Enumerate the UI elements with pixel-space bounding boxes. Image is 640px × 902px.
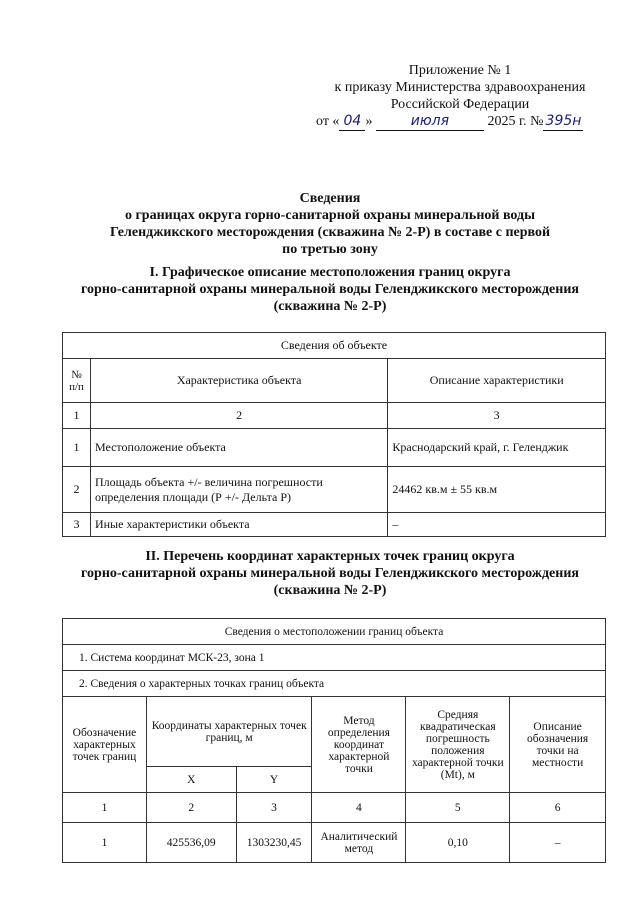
section-2-line-2: горно-санитарной охраны минеральной воды Геленджикского месторождения [81,566,579,581]
table-row [63,823,606,863]
header-point-description: Описание обозначения точки на местности [510,697,606,793]
date-prefix: от « [316,114,340,129]
federation-label: Российской Федерации [390,97,530,112]
order-date-line [300,113,620,131]
section-2-line-1: II. Перечень координат характерных точек границ округа [145,549,515,564]
order-reference: к приказу Министерства здравоохранения [334,80,586,95]
numbering-cell: 6 [510,793,606,823]
table-row [63,429,606,467]
section-2-line-3: (скважина № 2-Р) [273,583,387,598]
numbering-cell: 2 [146,793,236,823]
section-1-line-1: I. Графическое описание местоположения границ округа [149,265,511,280]
header-characteristic: Характеристика объекта [90,359,387,403]
header-accuracy: Средняя квадратическая погрешность положения характерной точки (Mt), м [406,697,510,793]
document-header [300,62,620,131]
order-day: 04 [339,113,365,131]
row-number: 1 [63,429,91,467]
order-month: июля [376,113,484,131]
point-x: 425536,09 [146,823,236,863]
point-accuracy: 0,10 [406,823,510,863]
numbering-row [63,403,606,429]
header-coordinates: Координаты характерных точек границ, м [146,697,312,767]
section-2-heading [40,548,620,599]
header-point: Обозначение характерных точек границ [63,697,147,793]
coordinates-caption: Сведения о местоположении границ объекта [63,619,606,645]
row-characteristic: Иные характеристики объекта [90,513,387,537]
point-description: – [510,823,606,863]
object-info-table [62,332,606,537]
title-line-4: по третью зону [282,242,378,257]
header-method: Метод определения координат характерной точки [312,697,406,793]
numbering-cell: 3 [236,793,312,823]
point-id: 1 [63,823,147,863]
header-y: Y [236,767,312,793]
title-line-2: о границах округа горно-санитарной охраны минеральной воды [124,208,536,223]
date-quote-close: » [365,114,373,129]
row-description: – [388,513,606,537]
coordinates-table [62,618,606,863]
point-method: Аналитический метод [312,823,406,863]
order-year: 2025 г. № [487,114,544,129]
order-number: 395н [543,113,583,131]
numbering-cell: 2 [90,403,387,429]
object-info-caption: Сведения об объекте [63,333,606,359]
header-number: № п/п [63,359,91,403]
numbering-row [63,793,606,823]
section-1-line-2: горно-санитарной охраны минеральной воды Геленджикского месторождения [81,282,579,297]
section-1-heading [40,264,620,315]
table-row [63,467,606,513]
header-description: Описание характеристики [388,359,606,403]
points-info-row: 2. Сведения о характерных точках границ объекта [63,671,606,697]
row-description: Краснодарский край, г. Геленджик [388,429,606,467]
row-number: 2 [63,467,91,513]
appendix-label: Приложение № 1 [408,63,512,78]
numbering-cell: 1 [63,793,147,823]
numbering-cell: 1 [63,403,91,429]
title-line-1: Сведения [299,191,361,206]
row-characteristic: Площадь объекта +/- величина погрешности определения площади (Р +/- Дельта Р) [90,467,387,513]
row-characteristic: Местоположение объекта [90,429,387,467]
header-x: X [146,767,236,793]
numbering-cell: 4 [312,793,406,823]
title-line-3: Геленджикского месторождения (скважина № 2-Р) в составе с первой [109,225,551,240]
numbering-cell: 5 [406,793,510,823]
row-description: 24462 кв.м ± 55 кв.м [388,467,606,513]
numbering-cell: 3 [388,403,606,429]
section-1-line-3: (скважина № 2-Р) [273,299,387,314]
coordinate-system-row: 1. Система координат МСК-23, зона 1 [63,645,606,671]
point-y: 1303230,45 [236,823,312,863]
table-row [63,513,606,537]
document-title [40,190,620,258]
row-number: 3 [63,513,91,537]
